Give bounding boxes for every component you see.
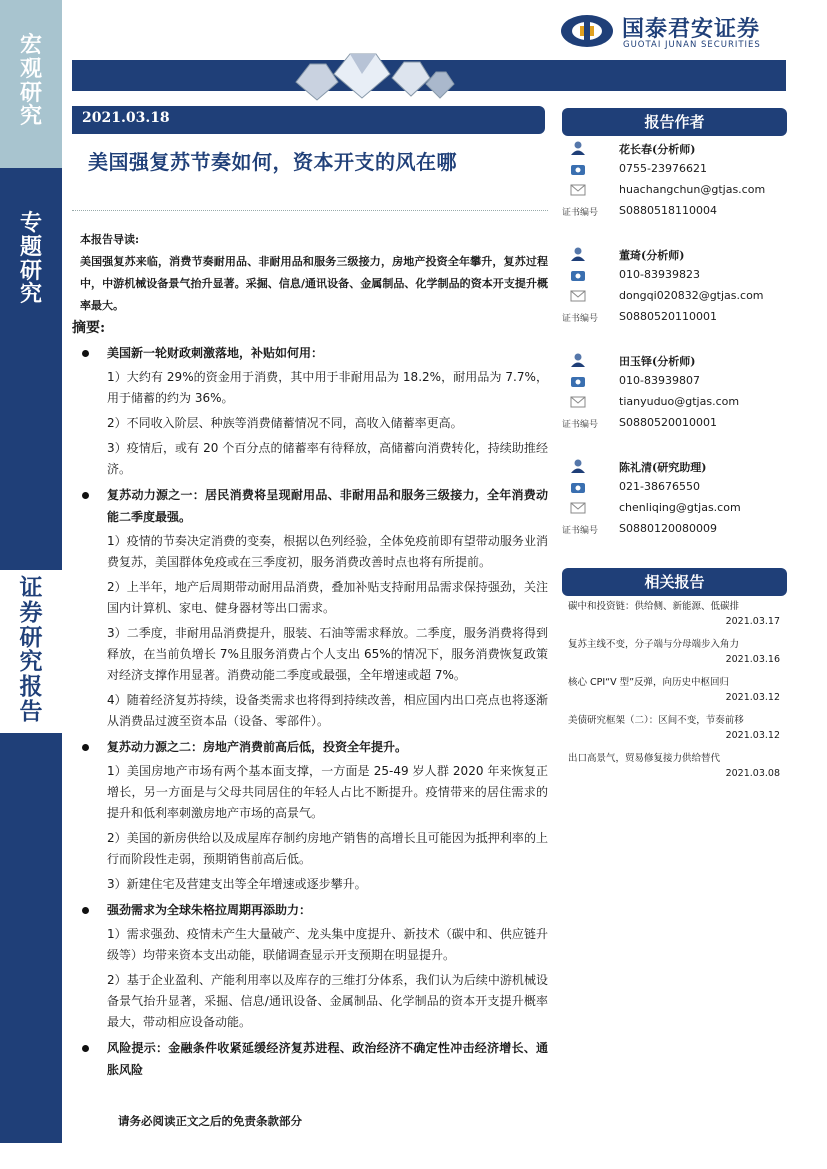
bullet-paragraph: 4）随着经济复苏持续，设备类需求也将得到持续改善，相应国内出口亮点也将逐渐从消费品过渡至资本品（设备、零部件）。 bbox=[107, 693, 548, 728]
person-icon bbox=[570, 353, 586, 367]
logo-text-cn: 国泰君安证券 bbox=[622, 17, 761, 42]
bullet-dot-icon bbox=[82, 1045, 89, 1052]
related-report-item[interactable] bbox=[568, 750, 784, 788]
author-card bbox=[562, 138, 792, 222]
email-icon bbox=[570, 395, 586, 409]
author-phone: 010-83939807 bbox=[619, 374, 700, 387]
author-name: 陈礼清(研究助理) bbox=[619, 461, 707, 474]
cert-label: 证书编号 bbox=[562, 208, 599, 218]
related-report-title[interactable]: 美债研究框架（二）：区间不变，节奏前移 bbox=[568, 715, 744, 726]
report-intro bbox=[80, 229, 548, 317]
bullet-dot-icon bbox=[82, 492, 89, 499]
person-icon bbox=[570, 459, 586, 473]
author-phone: 010-83939823 bbox=[619, 268, 700, 281]
related-report-title[interactable]: 出口高景气，贸易修复接力供给替代 bbox=[568, 753, 721, 764]
report-title: 美国强复苏节奏如何，资本开支的风在哪 bbox=[88, 150, 457, 174]
author-card bbox=[562, 456, 792, 540]
related-report-date: 2021.03.12 bbox=[725, 692, 780, 703]
author-cert: S0880120080009 bbox=[619, 522, 717, 535]
sidebar-char: 研 bbox=[19, 257, 42, 284]
related-report-item[interactable] bbox=[568, 598, 784, 636]
author-phone: 0755-23976621 bbox=[619, 162, 707, 175]
bullet-heading: 复苏动力源之二：房地产消费前高后低，投资全年提升。 bbox=[107, 740, 408, 754]
logo-mark-icon bbox=[560, 14, 614, 48]
related-report-item[interactable] bbox=[568, 636, 784, 674]
related-report-title[interactable]: 核心 CPI“V 型”反弹，向历史中枢回归 bbox=[568, 677, 730, 688]
sidebar-char: 研 bbox=[19, 623, 43, 651]
title-divider bbox=[72, 210, 548, 211]
related-report-date: 2021.03.16 bbox=[725, 654, 780, 665]
cert-label: 证书编号 bbox=[562, 526, 599, 536]
bullet-paragraph: 3）二季度，非耐用品消费提升，服装、石油等需求释放。二季度，服务消费将得到释放，在当前负增长 7%且服务消费占个人支出 65%的情况下，服务消费恢复政策对经济支撑作用显著。消费动能二季度或最强，全年增速或超 7%。 bbox=[107, 626, 548, 682]
cert-label: 证书编号 bbox=[562, 420, 599, 430]
related-report-date: 2021.03.12 bbox=[725, 730, 780, 741]
sidebar-char: 究 bbox=[19, 648, 43, 676]
left-sidebar bbox=[0, 0, 62, 1169]
sidebar-char: 报 bbox=[19, 673, 43, 701]
author-email: tianyuduo@gtjas.com bbox=[619, 395, 740, 408]
summary-bullet bbox=[80, 736, 548, 758]
bullet-paragraph: 3）新建住宅及营建支出等全年增速或逐步攀升。 bbox=[107, 877, 367, 891]
phone-icon bbox=[570, 162, 586, 176]
bullet-heading: 复苏动力源之一：居民消费将呈现耐用品、非耐用品和服务三级接力，全年消费动能二季度最强。 bbox=[107, 488, 548, 524]
bullet-dot-icon bbox=[82, 744, 89, 751]
related-report-title[interactable]: 碳中和投资链：供给侧、新能源、低碳排 bbox=[568, 601, 740, 612]
sidebar-macro-research bbox=[0, 34, 62, 129]
disclaimer-footer: 请务必阅读正文之后的免责条款部分 bbox=[118, 1114, 302, 1128]
sidebar-char: 研 bbox=[19, 79, 42, 106]
author-cert: S0880520110001 bbox=[619, 310, 717, 323]
related-report-date: 2021.03.08 bbox=[725, 768, 780, 779]
diamond-decoration-icon bbox=[286, 44, 456, 102]
person-icon bbox=[570, 141, 586, 155]
bullet-heading: 强劲需求为全球朱格拉周期再添助力： bbox=[107, 903, 312, 917]
intro-label: 本报告导读: bbox=[80, 233, 140, 246]
related-report-title[interactable]: 复苏主线不变，分子端与分母端步入角力 bbox=[568, 639, 740, 650]
bullet-paragraph: 1）大约有 29%的资金用于消费，其中用于非耐用品为 18.2%，耐用品为 7.7%，用于储蓄的约为 36%。 bbox=[107, 370, 548, 405]
phone-icon bbox=[570, 268, 586, 282]
summary-content bbox=[80, 342, 548, 1084]
summary-heading: 摘要: bbox=[72, 320, 106, 336]
bullet-paragraph: 3）疫情后，或有 20 个百分点的储蓄率有待释放，高储蓄向消费转化，持续助推经济。 bbox=[107, 441, 548, 476]
sidebar-char: 告 bbox=[19, 698, 43, 726]
phone-icon bbox=[570, 374, 586, 388]
author-phone: 021-38676550 bbox=[619, 480, 700, 493]
phone-icon bbox=[570, 480, 586, 494]
related-heading: 相关报告 bbox=[562, 568, 787, 596]
author-name: 花长春(分析师) bbox=[619, 143, 696, 156]
logo-text-en: GUOTAI JUNAN SECURITIES bbox=[623, 40, 761, 50]
author-name: 田玉铎(分析师) bbox=[619, 355, 696, 368]
sidebar-char: 券 bbox=[19, 598, 43, 626]
bullet-paragraph: 1）美国房地产市场有两个基本面支撑，一方面是 25-49 岁人群 2020 年来恢复正增长，另一方面是与父母共同居住的年轻人占比不断提升。疫情带来的居住需求的提升和低利率刺激房地产市场的高景气。 bbox=[107, 764, 548, 820]
date-bar bbox=[72, 106, 545, 134]
summary-bullet bbox=[80, 1037, 548, 1081]
author-email: dongqi020832@gtjas.com bbox=[619, 289, 764, 302]
report-date: 2021.03.18 bbox=[82, 110, 170, 126]
author-name: 董琦(分析师) bbox=[619, 249, 685, 262]
author-card bbox=[562, 244, 792, 328]
person-icon bbox=[570, 247, 586, 261]
bullet-dot-icon bbox=[82, 907, 89, 914]
cert-label: 证书编号 bbox=[562, 314, 599, 324]
bullet-paragraph: 1）需求强劲、疫情未产生大量破产、龙头集中度提升、新技术（碳中和、供应链升级等）均带来资本支出动能，联储调查显示开支预期在明显提升。 bbox=[107, 927, 548, 962]
bullet-heading: 风险提示：金融条件收紧延缓经济复苏进程、政治经济不确定性冲击经济增长、通胀风险 bbox=[107, 1041, 548, 1077]
related-report-item[interactable] bbox=[568, 712, 784, 750]
bullet-paragraph: 2）上半年，地产后周期带动耐用品消费，叠加补贴支持耐用品需求保持强劲，关注国内计算机、家电、健身器材等出口需求。 bbox=[107, 580, 548, 615]
intro-body: 美国强复苏来临，消费节奏耐用品、非耐用品和服务三级接力，房地产投资全年攀升，复苏过程中，中游机械设备景气抬升显著。采掘、信息/通讯设备、金属制品、化学制品的资本开支提升概率最大。 bbox=[80, 255, 548, 312]
sidebar-char: 究 bbox=[19, 281, 42, 308]
bullet-heading: 美国新一轮财政刺激落地，补贴如何用： bbox=[107, 346, 324, 360]
author-card bbox=[562, 350, 792, 434]
author-cert: S0880520010001 bbox=[619, 416, 717, 429]
bullet-paragraph: 1）疫情的节奏决定消费的变奏，根据以色列经验，全体免疫前即有望带动服务业消费复苏，美国群体免疫或在三季度初，服务消费改善时点也将有所提前。 bbox=[107, 534, 548, 569]
bullet-paragraph: 2）基于企业盈利、产能利用率以及库存的三维打分体系，我们认为后续中游机械设备景气抬升显著，采掘、信息/通讯设备、金属制品、化学制品的资本开支提升概率最大，带动相应设备动能。 bbox=[107, 973, 548, 1029]
related-report-date: 2021.03.17 bbox=[725, 616, 780, 627]
author-cert: S0880518110004 bbox=[619, 204, 717, 217]
email-icon bbox=[570, 501, 586, 515]
bullet-paragraph: 2）美国的新房供给以及成屋库存制约房地产销售的高增长且可能因为抵押利率的上行而阶段性走弱，预期销售前高后低。 bbox=[107, 831, 548, 866]
bullet-dot-icon bbox=[82, 350, 89, 357]
summary-bullet bbox=[80, 342, 548, 364]
sidebar-char: 宏 bbox=[19, 32, 42, 58]
sidebar-char: 专 bbox=[19, 210, 42, 236]
related-report-item[interactable] bbox=[568, 674, 784, 712]
authors-heading: 报告作者 bbox=[562, 108, 787, 136]
email-icon bbox=[570, 183, 586, 197]
sidebar-char: 题 bbox=[19, 233, 42, 260]
related-reports-list bbox=[568, 598, 784, 788]
sidebar-char: 究 bbox=[19, 103, 42, 130]
email-icon bbox=[570, 289, 586, 303]
author-email: chenliqing@gtjas.com bbox=[619, 501, 741, 514]
summary-bullet bbox=[80, 484, 548, 528]
sidebar-securities-report bbox=[0, 570, 62, 733]
company-logo bbox=[560, 10, 792, 54]
bullet-paragraph: 2）不同收入阶层、种族等消费储蓄情况不同，高收入储蓄率更高。 bbox=[107, 416, 463, 430]
author-email: huachangchun@gtjas.com bbox=[619, 183, 766, 196]
summary-bullet bbox=[80, 899, 548, 921]
sidebar-special-research bbox=[0, 212, 62, 307]
sidebar-char: 观 bbox=[19, 55, 42, 82]
sidebar-char: 证 bbox=[19, 574, 43, 601]
